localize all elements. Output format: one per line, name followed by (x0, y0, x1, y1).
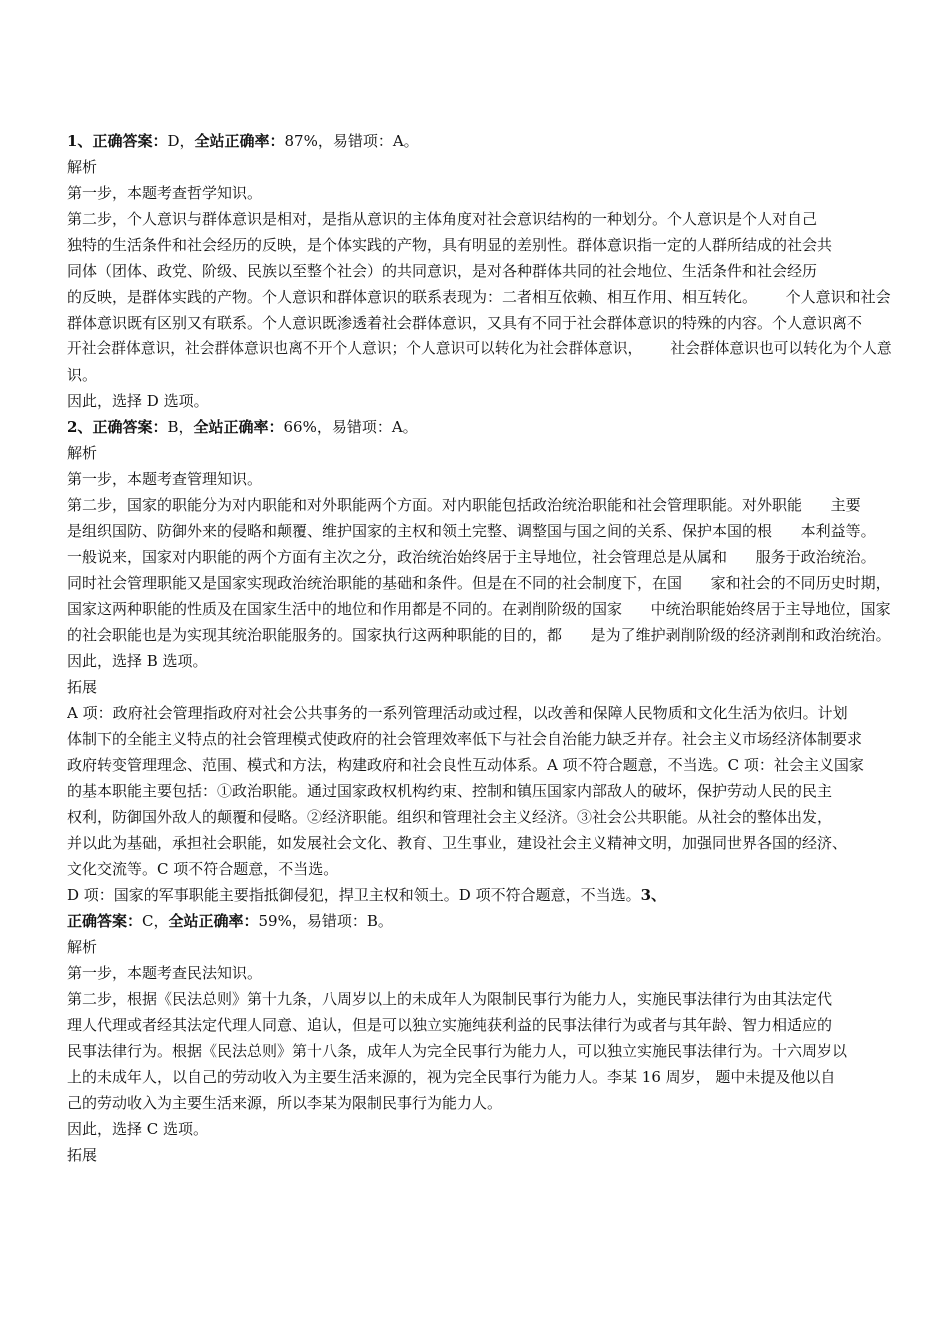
q1-answer-value: D， (167, 132, 195, 150)
q2-extend-line: A 项：政府社会管理指政府对社会公共事务的一系列管理活动或过程，以改善和保障人民物质和文化生活为依归。计划 (67, 704, 848, 722)
q2-step2-line: 一般说来，国家对内职能的两个方面有主次之分，政治统治始终居于主导地位，社会管理总是从属和 服务于政治统治。 (67, 548, 876, 566)
q3-extend-heading: 拓展 (67, 1146, 98, 1164)
q3-number: 3、 (640, 886, 667, 904)
q1-analysis-heading: 解析 (67, 158, 98, 176)
q3-conclusion: 因此，选择 C 选项。 (67, 1120, 209, 1138)
q2-answer-line (67, 414, 894, 440)
q2-step2-line: 的社会职能也是为实现其统治职能服务的。国家执行这两种职能的目的，都 是为了维护剥削阶级的经济剥削和政治统治。 (67, 626, 891, 644)
q3-step2-line: 第二步，根据《民法总则》第十九条，八周岁以上的未成年人为限制民事行为能力人，实施民事法律行为由其法定代 (67, 990, 833, 1008)
q2-extend-line: 权利，防御国外敌人的颠覆和侵略。②经济职能。组织和管理社会主义经济。③社会公共职能。从社会的整体出发， (67, 808, 833, 826)
q2-step2-paragraph (67, 492, 894, 648)
q2-answer-label: 正确答案： (92, 418, 168, 436)
q2-extend-heading: 拓展 (67, 678, 98, 696)
q2-rate-label: 全站正确率： (193, 418, 284, 436)
q3-step2-line: 理人代理或者经其法定代理人同意、追认，但是可以独立实施纯获利益的民事法律行为或者与其年龄、智力相适应的 (67, 1016, 833, 1034)
q3-step2-line: 己的劳动收入为主要生活来源，所以李某为限制民事行为能力人。 (67, 1094, 503, 1112)
q1-answer-label: 正确答案： (92, 132, 168, 150)
q1-step1: 第一步，本题考查哲学知识。 (67, 184, 263, 202)
q3-step2-line: 民事法律行为。根据《民法总则》第十八条，成年人为完全民事行为能力人，可以独立实施民事法律行为。十六周岁以 (67, 1042, 848, 1060)
q1-step2-line: 独特的生活条件和社会经历的反映，是个体实践的产物，具有明显的差别性。群体意识指一定的人群所结成的社会共 (67, 236, 833, 254)
q1-step2-line: 第二步，个人意识与群体意识是相对，是指从意识的主体角度对社会意识结构的一种划分。个人意识是个人对自己 (67, 210, 818, 228)
q2-answer-value: B， (167, 418, 194, 436)
q2-extend-line: 并以此为基础，承担社会职能，如发展社会文化、教育、卫生事业，建设社会主义精神文明，加强同世界各国的经济、 (67, 834, 848, 852)
q1-step2-line: 开社会群体意识，社会群体意识也离不开个人意识；个人意识可以转化为社会群体意识， 社会群体意识也可以转化为个人意 (67, 340, 892, 357)
q1-step2-line: 同体（团体、政党、阶级、民族以至整个社会）的共同意识，是对各种群体共同的社会地位、生活条件和社会经历 (67, 262, 818, 280)
q1-step2-line: 识。 (67, 366, 98, 384)
q3-step1: 第一步，本题考查民法知识。 (67, 964, 263, 982)
q2-step1: 第一步，本题考查管理知识。 (67, 470, 263, 488)
document-page (67, 128, 894, 1168)
q2-option-d-text: D 项：国家的军事职能主要指抵御侵犯，捍卫主权和领土。D 项不符合题意，不当选。 (67, 886, 641, 904)
q3-answer-value: C， (142, 912, 169, 930)
q2-step2-line: 国家这两种职能的性质及在国家生活中的地位和作用都是不同的。在剥削阶级的国家 中统治职能始终居于主导地位，国家 (67, 600, 891, 618)
q2-extend-line: 的基本职能主要包括：①政治职能。通过国家政权机构约束、控制和镇压国家内部敌人的破坏，保护劳动人民的民主 (67, 782, 833, 800)
q3-step2-paragraph (67, 986, 894, 1116)
q1-step2-line: 群体意识既有区别又有联系。个人意识既渗透着社会群体意识，又具有不同于社会群体意识的特殊的内容。个人意识离不 (67, 314, 863, 332)
q3-step2-line: 上的未成年人，以自己的劳动收入为主要生活来源的，视为完全民事行为能力人。李某 16 周岁， 题中未提及他以自 (67, 1068, 836, 1086)
q1-step2-line: 的反映，是群体实践的产物。个人意识和群体意识的联系表现为：二者相互依赖、相互作用、相互转化。 个人意识和社会 (67, 288, 891, 306)
q1-rate-value: 87%，易错项：A。 (284, 132, 419, 150)
q2-step2-line: 同时社会管理职能又是国家实现政治统治职能的基础和条件。但是在不同的社会制度下，在国 家和社会的不同历史时期， (67, 574, 891, 592)
q3-rate-value: 59%，易错项：B。 (258, 912, 393, 930)
q2-analysis-heading: 解析 (67, 444, 98, 462)
q1-conclusion: 因此，选择 D 选项。 (67, 392, 209, 410)
q1-rate-label: 全站正确率： (194, 132, 285, 150)
q2-step2-line: 是组织国防、防御外来的侵略和颠覆、维护国家的主权和领土完整、调整国与国之间的关系、保护本国的根 本利益等。 (67, 522, 876, 540)
q2-number: 2、 (67, 418, 93, 436)
q2-extend-line: 文化交流等。C 项不符合题意，不当选。 (67, 860, 339, 878)
q2-rate-value: 66%，易错项：A。 (283, 418, 418, 436)
q1-step2-paragraph (67, 206, 894, 388)
q1-number: 1、 (67, 132, 93, 150)
q2-extend-line: 政府转变管理理念、范围、模式和方法，构建政府和社会良性互动体系。A 项不符合题意，不当选。C 项：社会主义国家 (67, 756, 864, 774)
q2-extend-paragraph (67, 700, 894, 882)
q2-option-d-line (67, 882, 894, 908)
q3-rate-label: 全站正确率： (168, 912, 259, 930)
q1-answer-line (67, 128, 894, 154)
q2-extend-line: 体制下的全能主义特点的社会管理模式使政府的社会管理效率低下与社会自治能力缺乏并存。社会主义市场经济体制要求 (67, 730, 863, 748)
q3-analysis-heading: 解析 (67, 938, 98, 956)
q3-answer-label: 正确答案： (67, 912, 143, 930)
q2-conclusion: 因此，选择 B 选项。 (67, 652, 208, 670)
q3-answer-line (67, 908, 894, 934)
q2-step2-line: 第二步，国家的职能分为对内职能和对外职能两个方面。对内职能包括政治统治职能和社会管理职能。对外职能 主要 (67, 496, 861, 514)
